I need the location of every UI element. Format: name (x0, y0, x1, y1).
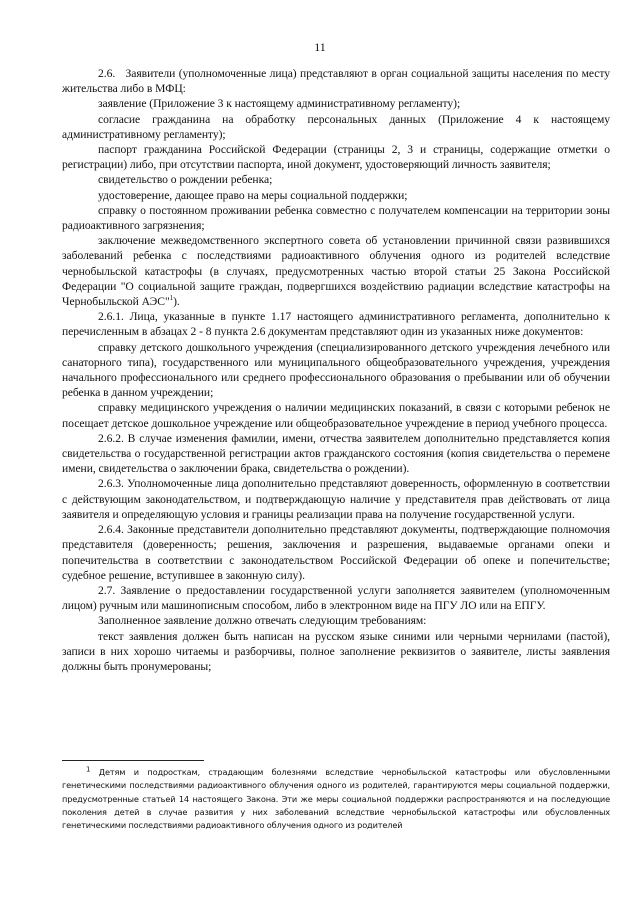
paragraph-tail: ). (173, 295, 180, 309)
paragraph: 2.6. Заявители (уполномоченные лица) представляют в орган социальной защиты населения по месту жительства либо в МФЦ: (62, 67, 610, 96)
page-number: 11 (314, 40, 326, 54)
paragraph: 2.7. Заявление о предоставлении государственной услуги заполняется заявителем (уполномоченным лицом) ручным или машинописным способом, либо в электронном виде на ПГУ ЛО или на ЕПГУ. (62, 583, 610, 613)
paragraph: 2.6.1. Лица, указанные в пункте 1.17 настоящего административного регламента, дополнительно к перечисленным в абзацах 2 - 8 пункта 2.6 документам представляют один из указанных ниже документов: (62, 310, 610, 339)
paragraph: справку медицинского учреждения о наличии медицинских показаний, в связи с которыми ребенок не посещает детское дошкольное учреждение или общеобразовательное учреждение в период учебного процесса. (62, 401, 610, 430)
body-text (62, 66, 610, 674)
paragraph: удостоверение, дающее право на меры социальной поддержки; (98, 188, 408, 202)
paragraph: 2.6.4. Законные представители дополнительно представляют документы, подтверждающие полномочия представителя (доверенность; решения, заключения и разрешения, выдаваемые органами опеки и попечительства в соответствии с законодательством Российской Федерации об опеке и попечительстве; судебное решение, вступившее в законную силу). (62, 523, 610, 582)
footnote-text: Детям и подросткам, страдающим болезнями вследствие чернобыльской катастрофы или обусловленными генетическими последствиями радиоактивного облучения одного из родителей, гарантируются меры социальной поддержки, предусмотренные статьей 14 настоящего Закона. Эти же меры социальной поддержки распространяются и на последующие поколения детей в случае развития у них заболеваний вследствие чернобыльской катастрофы или обусловленных генетическими последствиями радиоактивного облучения одного из родителей (62, 767, 610, 831)
paragraph: свидетельство о рождении ребенка; (98, 173, 273, 187)
paragraph: согласие гражданина на обработку персональных данных (Приложение 4 к настоящему административному регламенту); (62, 112, 610, 141)
paragraph: Заполненное заявление должно отвечать следующим требованиям: (98, 614, 427, 628)
paragraph (62, 233, 610, 309)
footnote-marker: 1 (86, 765, 91, 774)
footnote-divider (62, 760, 204, 761)
paragraph-text: заключение межведомственного экспертного совета об установлении причинной связи развившихся заболеваний ребенка с последствиями радиоактивного облучения одного из родителей вследствие чернобыльской катастрофы (в случаях, предусмотренных частью второй статьи 25 Закона Российской Федерации "О социальной защите граждан, подвергшихся воздействию радиации вследствие катастрофы на Чернобыльской АЭС" (62, 234, 610, 309)
paragraph: справку о постоянном проживании ребенка совместно с получателем компенсации на территории зоны радиоактивного загрязнения; (62, 203, 610, 233)
paragraph: паспорт гражданина Российской Федерации (страницы 2, 3 и страницы, содержащие отметки о регистрации) либо, при отсутствии паспорта, иной документ, удостоверяющий личность заявителя; (62, 143, 610, 172)
paragraph: 2.6.2. В случае изменения фамилии, имени, отчества заявителем дополнительно представляется копия свидетельства о государственной регистрации актов гражданского состояния (копия свидетельства о перемене имени, свидетельства о заключении брака, свидетельства о рождении). (62, 431, 610, 476)
paragraph: текст заявления должен быть написан на русском языке синими или черными чернилами (пастой), записи в них хорошо читаемы и разборчивы, полное заполнение реквизитов о заявителе, листы заявления должны быть пронумерованы; (62, 629, 610, 673)
footnote (62, 766, 610, 832)
paragraph: 2.6.3. Уполномоченные лица дополнительно представляют доверенность, оформленную в соответствии с действующим законодательством, и подтверждающую наличие у представителя прав действовать от лица заявителя и определяющую условия и границы реализации права на получение государственной услуги. (62, 477, 610, 521)
paragraph: справку детского дошкольного учреждения (специализированного детского учреждения лечебного или санаторного типа), государственного или муниципального общеобразовательного учреждения, учреждения начального профессионального или среднего профессионального образования о пребывании или об обучении ребенка в данном учреждении; (62, 340, 610, 400)
footnote-reference[interactable]: 1 (169, 294, 174, 303)
paragraph: заявление (Приложение 3 к настоящему административному регламенту); (98, 97, 461, 111)
